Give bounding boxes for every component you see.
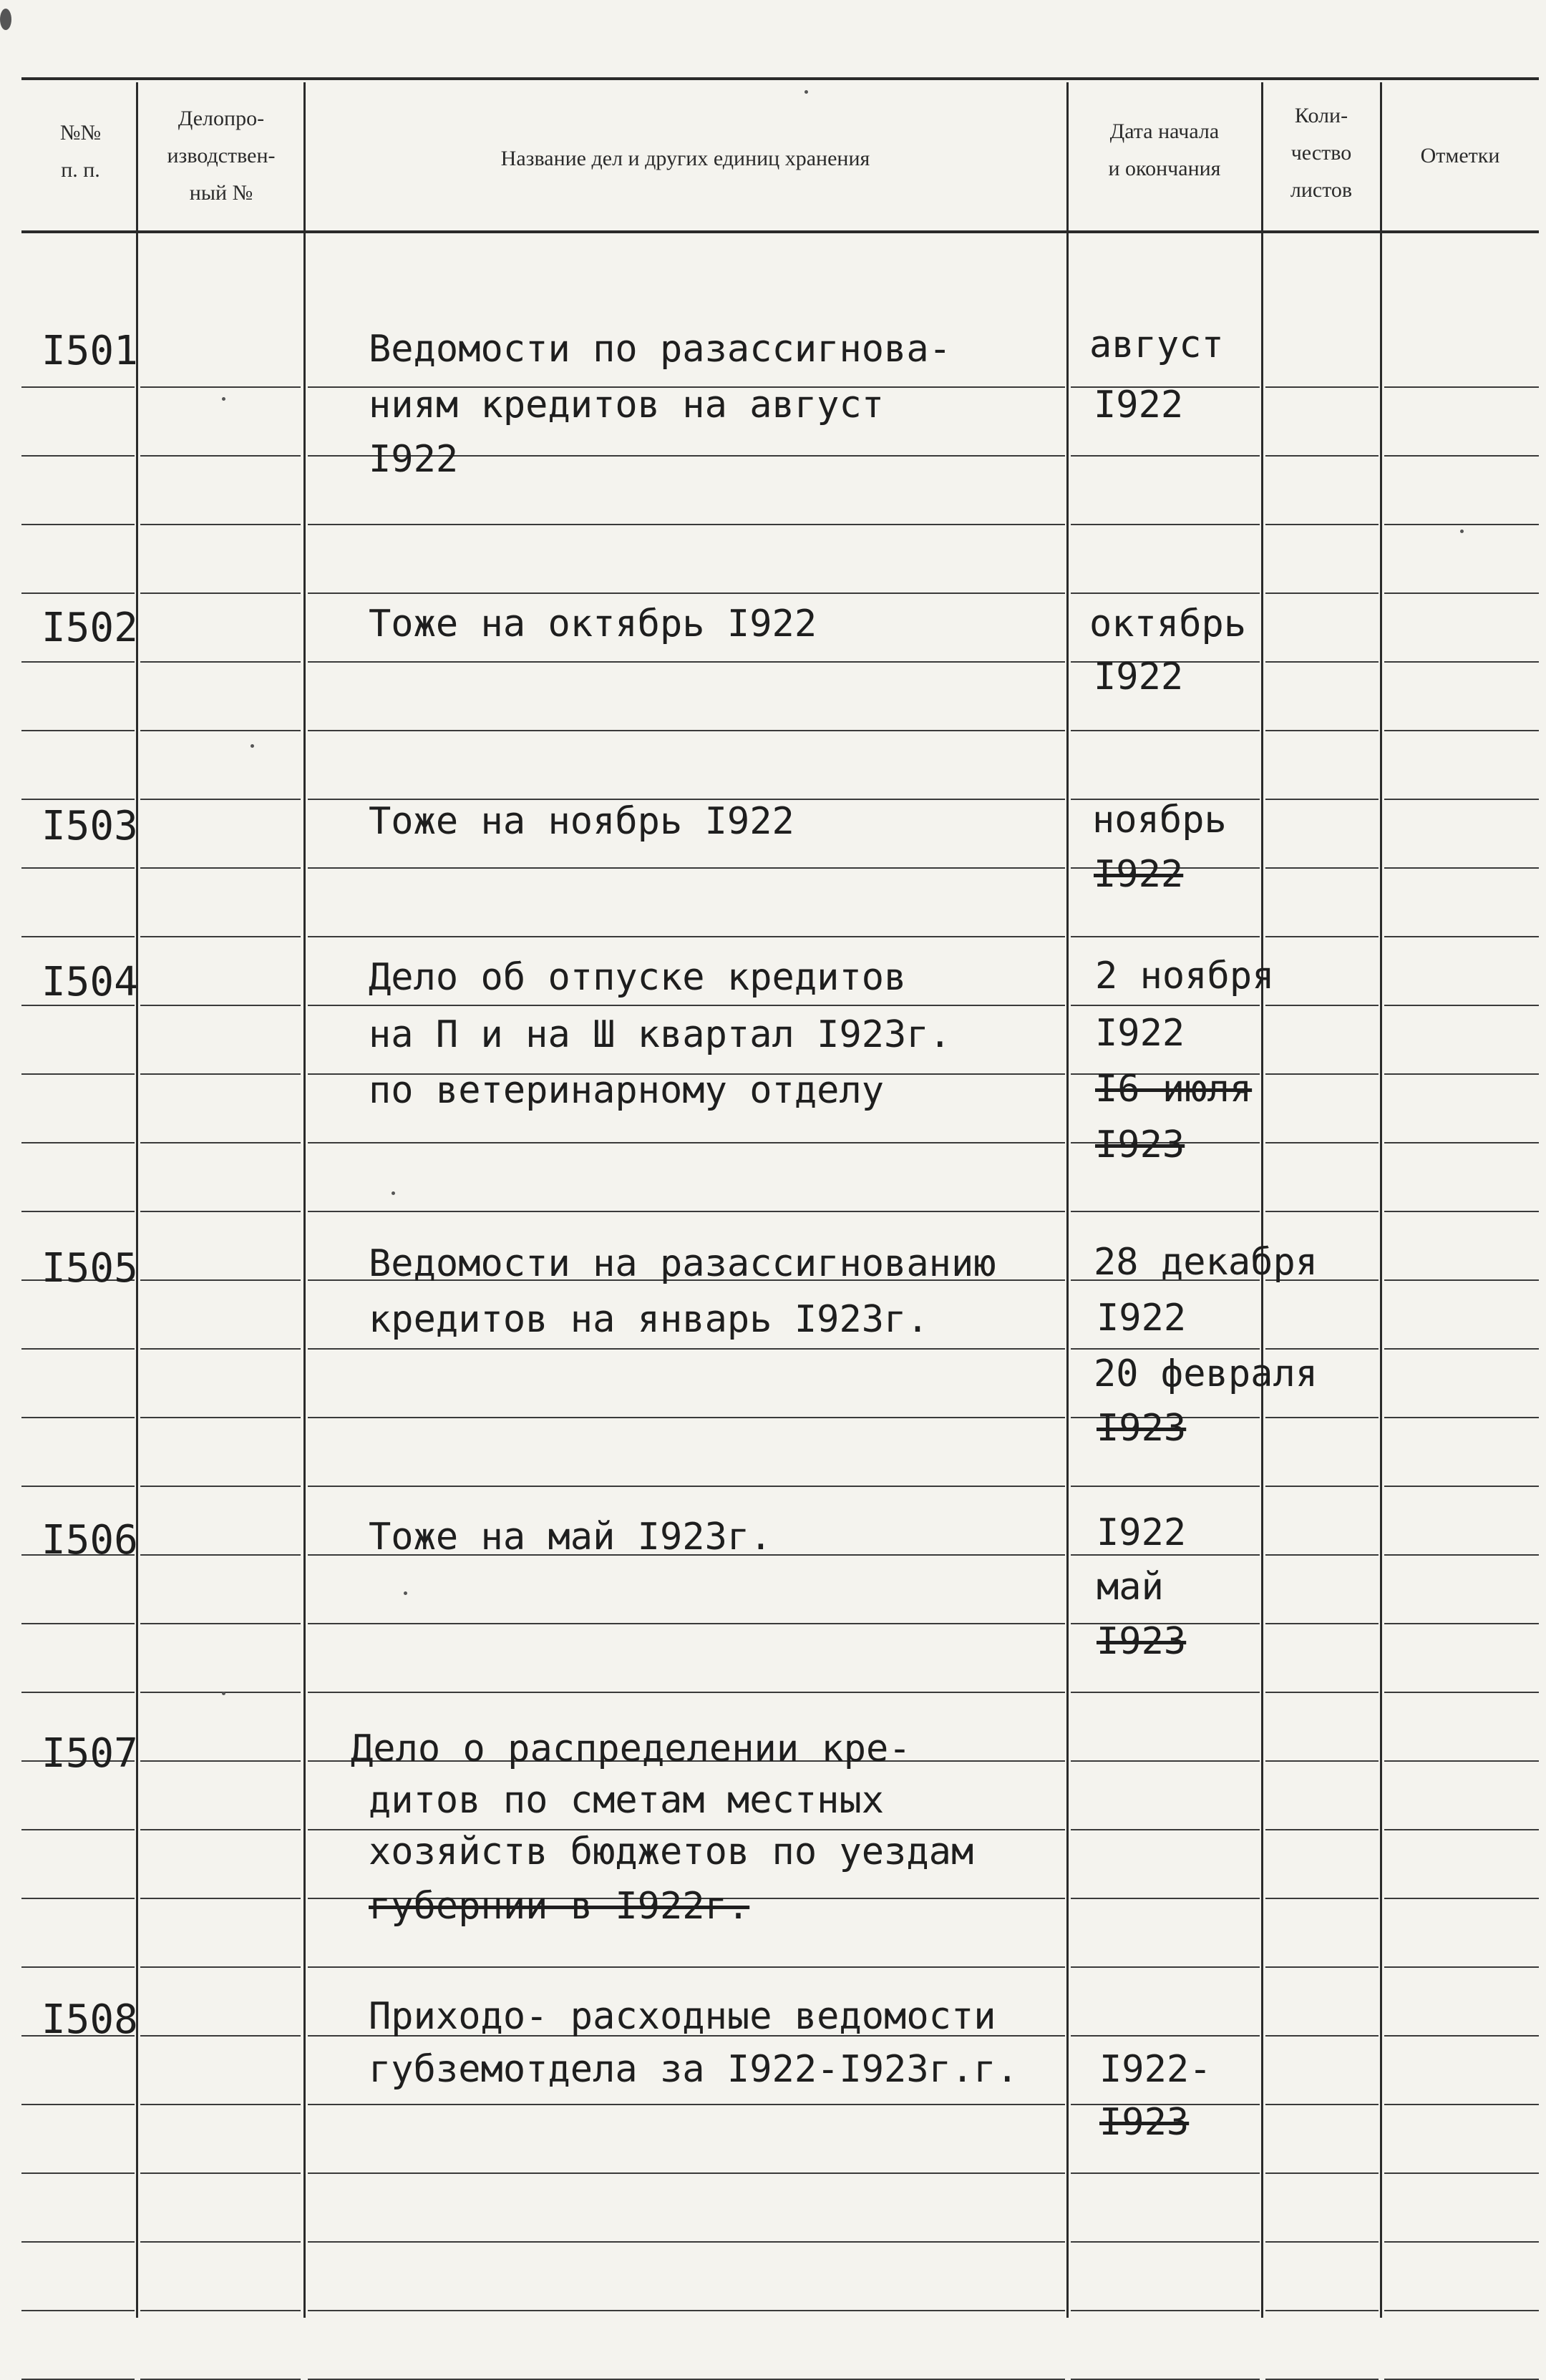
ruled-line — [1265, 455, 1379, 457]
ruled-line — [1071, 455, 1260, 457]
ruled-line — [140, 936, 301, 937]
ruled-line — [1265, 661, 1379, 663]
ruled-line — [308, 592, 1065, 594]
ruled-line — [308, 1692, 1065, 1693]
ruled-line — [1384, 1348, 1539, 1350]
record-date-line: I923 — [1097, 1620, 1187, 1663]
record-title-line: Приходо- расходные ведомости — [369, 1995, 996, 2038]
ruled-line — [1265, 799, 1379, 800]
record-title-line: на П и на Ш квартал I923г. — [369, 1013, 951, 1056]
ruled-line — [140, 2310, 301, 2311]
ruled-line — [1265, 1486, 1379, 1487]
ruled-line — [308, 936, 1065, 937]
record-number: I502 — [42, 605, 138, 651]
record-date-line: 2 ноября — [1095, 955, 1275, 998]
header-notes: Отметки — [1420, 144, 1500, 167]
ruled-line — [1265, 936, 1379, 937]
ruled-line — [140, 2035, 301, 2037]
ruled-line — [140, 1554, 301, 1556]
ruled-line — [140, 799, 301, 800]
ruled-line — [21, 2104, 135, 2105]
ruled-line — [1265, 2104, 1379, 2105]
ruled-line — [308, 2104, 1065, 2105]
ruled-line — [140, 1142, 301, 1143]
col-divider-1 — [136, 82, 138, 2318]
ruled-line — [1384, 2104, 1539, 2105]
ruled-line — [1384, 2172, 1539, 2174]
ruled-line — [308, 1348, 1065, 1350]
scan-speck — [804, 90, 808, 94]
record-date-line: ноябрь — [1092, 799, 1227, 842]
ruled-line — [308, 1211, 1065, 1212]
ruled-line — [21, 661, 135, 663]
ruled-line — [21, 1623, 135, 1624]
ruled-line — [1265, 524, 1379, 525]
ruled-line — [1384, 867, 1539, 869]
ruled-line — [1265, 592, 1379, 594]
ruled-line — [1071, 592, 1260, 594]
col-divider-4 — [1261, 82, 1263, 2318]
ruled-line — [1384, 661, 1539, 663]
ruled-line — [21, 2172, 135, 2174]
ruled-line — [140, 1073, 301, 1075]
ruled-line — [1384, 1486, 1539, 1487]
ruled-line — [1384, 386, 1539, 388]
header-sheets: Коли- чество листов — [1290, 104, 1353, 202]
ruled-line — [1071, 730, 1260, 731]
ruled-line — [140, 1898, 301, 1899]
ruled-line — [1384, 1898, 1539, 1899]
ruled-line — [1384, 524, 1539, 525]
ruled-line — [1265, 1073, 1379, 1075]
ruled-line — [1265, 1966, 1379, 1968]
record-title-line: по ветеринарному отделу — [369, 1069, 885, 1112]
ruled-line — [1071, 1898, 1260, 1899]
ruled-line — [1384, 1692, 1539, 1693]
ruled-line — [140, 524, 301, 525]
ruled-line — [21, 2310, 135, 2311]
record-title-line: хозяйств бюджетов по уездам — [369, 1830, 974, 1873]
record-title-line: дитов по сметам местных — [369, 1779, 885, 1822]
record-date-line: I922 — [1094, 384, 1184, 426]
ruled-line — [308, 2172, 1065, 2174]
ruled-line — [1265, 2035, 1379, 2037]
col-divider-5 — [1380, 82, 1382, 2318]
ruled-line — [21, 592, 135, 594]
record-date-line: I922 — [1095, 1012, 1185, 1055]
ruled-line — [21, 386, 135, 388]
scan-speck — [0, 9, 11, 30]
header-title: Название дел и других единиц хранения — [500, 147, 870, 170]
record-title-line: Тоже на октябрь I922 — [369, 603, 817, 645]
ruled-line — [308, 867, 1065, 869]
record-number: I506 — [42, 1517, 138, 1564]
scan-speck — [404, 1591, 407, 1595]
ruled-line — [1384, 1073, 1539, 1075]
ruled-line — [1384, 1966, 1539, 1968]
ruled-line — [1384, 592, 1539, 594]
ruled-line — [140, 1348, 301, 1350]
ruled-line — [1071, 2241, 1260, 2243]
ruled-line — [140, 1760, 301, 1762]
header-top-rule — [21, 77, 1539, 80]
ruled-line — [1265, 730, 1379, 731]
ruled-line — [1265, 1623, 1379, 1624]
record-date-line: I922 — [1097, 1297, 1187, 1340]
ruled-line — [1265, 1211, 1379, 1212]
ruled-line — [308, 1142, 1065, 1143]
header-dates: Дата начала и окончания — [1108, 120, 1221, 180]
record-title-line: Ведомости на разассигнованию — [369, 1242, 996, 1285]
ruled-line — [140, 661, 301, 663]
ruled-line — [1265, 867, 1379, 869]
record-number: I508 — [42, 1996, 138, 2043]
ruled-line — [308, 2241, 1065, 2243]
ruled-line — [1384, 1829, 1539, 1830]
ruled-line — [1071, 1486, 1260, 1487]
ruled-line — [1384, 1279, 1539, 1281]
ruled-line — [21, 524, 135, 525]
ruled-line — [1071, 1554, 1260, 1556]
ruled-line — [308, 1417, 1065, 1418]
record-number: I501 — [42, 328, 138, 374]
ruled-line — [1071, 1348, 1260, 1350]
ruled-line — [1384, 1760, 1539, 1762]
ruled-line — [140, 1279, 301, 1281]
record-date-line: I923 — [1097, 1407, 1187, 1450]
record-number: I503 — [42, 803, 138, 849]
ruled-line — [308, 1005, 1065, 1006]
record-date-line: I923 — [1095, 1123, 1185, 1166]
ruled-line — [308, 1486, 1065, 1487]
ruled-line — [140, 1005, 301, 1006]
ruled-line — [140, 386, 301, 388]
ruled-line — [1384, 2035, 1539, 2037]
scan-speck — [222, 1692, 225, 1695]
scan-speck — [222, 397, 225, 401]
ruled-line — [140, 1486, 301, 1487]
ruled-line — [1265, 1005, 1379, 1006]
record-date-line: I6 июля — [1095, 1068, 1253, 1111]
ruled-line — [1265, 2241, 1379, 2243]
ruled-line — [1071, 936, 1260, 937]
ruled-line — [140, 1623, 301, 1624]
record-date-line: I922 — [1097, 1511, 1187, 1554]
record-title-line: губернии в I922г. — [369, 1885, 750, 1928]
record-date-line: 28 декабря — [1094, 1241, 1318, 1284]
ruled-line — [1071, 2035, 1260, 2037]
ruled-line — [1071, 2172, 1260, 2174]
record-number: I504 — [42, 959, 138, 1005]
ruled-line — [21, 455, 135, 457]
ruled-line — [1265, 1898, 1379, 1899]
record-title-line: ниям кредитов на август — [369, 384, 885, 426]
ruled-line — [1384, 2310, 1539, 2311]
ruled-line — [1384, 2241, 1539, 2243]
ruled-line — [1265, 1692, 1379, 1693]
ruled-line — [21, 1898, 135, 1899]
record-number: I507 — [42, 1730, 138, 1777]
ruled-line — [308, 1623, 1065, 1624]
record-date-line: I923 — [1099, 2101, 1190, 2144]
ruled-line — [140, 1966, 301, 1968]
ruled-line — [140, 1211, 301, 1212]
ruled-line — [308, 661, 1065, 663]
ruled-line — [140, 1829, 301, 1830]
ruled-line — [21, 867, 135, 869]
ruled-line — [140, 2172, 301, 2174]
ruled-line — [1384, 1417, 1539, 1418]
record-number: I505 — [42, 1245, 138, 1292]
ruled-line — [140, 1692, 301, 1693]
ruled-line — [21, 730, 135, 731]
ruled-line — [1071, 1760, 1260, 1762]
col-divider-3 — [1066, 82, 1069, 2318]
ruled-line — [1384, 799, 1539, 800]
record-date-line: октябрь — [1089, 603, 1247, 645]
ruled-line — [1384, 936, 1539, 937]
record-date-line: I922- — [1099, 2048, 1212, 2091]
record-title-line: кредитов на январь I923г. — [369, 1298, 929, 1341]
record-date-line: август — [1089, 323, 1224, 366]
ruled-line — [1384, 1623, 1539, 1624]
ruled-line — [1071, 1966, 1260, 1968]
ruled-line — [308, 2310, 1065, 2311]
ruled-line — [1071, 524, 1260, 525]
ruled-line — [140, 1417, 301, 1418]
ruled-line — [140, 867, 301, 869]
ruled-line — [1384, 1211, 1539, 1212]
ruled-line — [1265, 1142, 1379, 1143]
record-title-line: Тоже на ноябрь I922 — [369, 800, 794, 843]
ruled-line — [1265, 1760, 1379, 1762]
ruled-line — [140, 2241, 301, 2243]
ruled-line — [21, 1486, 135, 1487]
header-bottom-rule — [21, 230, 1539, 233]
ruled-line — [308, 524, 1065, 525]
ruled-line — [140, 592, 301, 594]
record-date-line: 20 февраля — [1094, 1352, 1318, 1395]
ruled-line — [1265, 1348, 1379, 1350]
record-date-line: I922 — [1094, 655, 1184, 698]
ruled-line — [21, 1966, 135, 1968]
scan-speck — [392, 1191, 395, 1195]
ruled-line — [308, 1966, 1065, 1968]
record-title-line: Тоже на май I923г. — [369, 1516, 772, 1559]
ruled-line — [140, 455, 301, 457]
ruled-line — [21, 1692, 135, 1693]
ruled-line — [1384, 1554, 1539, 1556]
record-date-line: май — [1097, 1566, 1164, 1609]
ruled-line — [21, 1829, 135, 1830]
ruled-line — [1071, 1829, 1260, 1830]
ruled-line — [308, 730, 1065, 731]
header-number: №№ п. п. — [59, 121, 102, 182]
ruled-line — [1265, 2172, 1379, 2174]
ruled-line — [21, 1073, 135, 1075]
ruled-line — [1384, 1142, 1539, 1143]
ruled-line — [21, 1142, 135, 1143]
ruled-line — [1071, 2310, 1260, 2311]
ruled-line — [1384, 730, 1539, 731]
ruled-line — [1265, 1829, 1379, 1830]
ruled-line — [21, 799, 135, 800]
record-title-line: Ведомости по разассигнова- — [369, 328, 951, 371]
ruled-line — [21, 1211, 135, 1212]
ruled-line — [21, 2241, 135, 2243]
ruled-line — [21, 1417, 135, 1418]
record-title-line: I922 — [369, 438, 459, 481]
record-title-line: Дело о распределении кре- — [351, 1727, 911, 1770]
ruled-line — [21, 936, 135, 937]
ruled-line — [1265, 1417, 1379, 1418]
scan-speck — [1460, 530, 1464, 533]
record-title-line: губземотдела за I922-I923г.г. — [369, 2048, 1018, 2091]
ruled-line — [140, 730, 301, 731]
ruled-line — [1265, 2310, 1379, 2311]
ruled-line — [1071, 1005, 1260, 1006]
ruled-line — [1265, 1554, 1379, 1556]
ruled-line — [1071, 1211, 1260, 1212]
header-office-number: Делопро- изводствен- ный № — [167, 107, 276, 205]
ruled-line — [1071, 1692, 1260, 1693]
ruled-line — [1384, 1005, 1539, 1006]
col-divider-2 — [303, 82, 306, 2318]
ruled-line — [140, 2104, 301, 2105]
ruled-line — [1384, 455, 1539, 457]
record-date-line: I922 — [1094, 853, 1184, 896]
record-title-line: Дело об отпуске кредитов — [369, 956, 907, 999]
ruled-line — [1265, 386, 1379, 388]
scan-speck — [251, 744, 254, 748]
ruled-line — [21, 1348, 135, 1350]
